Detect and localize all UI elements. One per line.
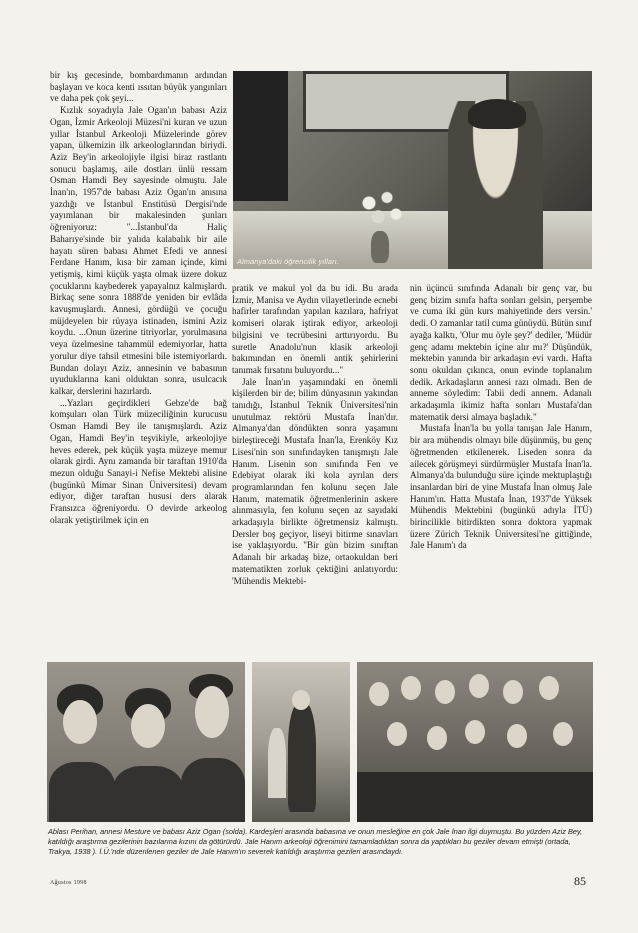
article-column-1 [50, 70, 227, 526]
person-face [435, 680, 455, 704]
vase [371, 231, 389, 263]
person-body [113, 766, 183, 822]
window-frame [233, 71, 288, 201]
university-trip-group-photo [357, 662, 593, 822]
person-face [507, 724, 527, 748]
person-face [401, 676, 421, 700]
paragraph: Mustafa İnan'la bu yolla tanışan Jale Hanım, bir ara mühendis olmayı bile düşünmüş, bu genç öğretmenden etkilenerek. Liseden sonra da ailecek görüşmeyi sürdürmüşler Mustafa İnan'la. Almanya'da bulunduğu süre içinde mektuplaştığı insanlardan biri de yine Mustafa İnan olmuş Jale Hanım'ın. Hatta Mustafa İnan, 1937'de Yüksek Mühendis Mektebini (bugünkü adıyla İTÜ) birincilikle bitirdikten sonra doktora yapmak üzere Zürich Teknik Üniversitesi'ne gittiğinde, Jale Hanım'ı da [410, 423, 592, 551]
person-face [427, 726, 447, 750]
paragraph: Jale İnan'ın yaşamındaki en önemli kişilerden bir de; bilim dünyasının yakından tanıdığı, İstanbul Teknik Üniversitesi'nin unutulmaz rektörü Mustafa İnan'dır. Almanya'dan döndükten sonra yaşamını birleştireceği Mustafa İnan'la, Erenköy Kız Lisesi'nin son sınıfındayken tanışmıştı Jale Hanım. Lisenin son sınıfında Fen ve Edebiyat olarak iki kola ayrılan ders programlarından fen kolunu seçen Jale Hanım, matematik öğretmenlerinin askere alınmasıyla, fen kolunu seçen az sayıdaki arkadaşıyla birlikte öğretmensiz kalmıştı. Dersler boş geçiyor, liseyi bitirme sınavları ise yaklaşıyordu. "Bir gün bizim sınıftan Adanalı bir arkadaş bize, ortaokuldan beri matematikten zorluk çektiğini anlatıyordu: 'Mühendis Mektebi- [232, 376, 398, 586]
paragraph: ...Yazları geçirdikleri Gebze'de bağ komşuları olan Türk müzeciliğinin kurucusu Osman Hamdi Bey ile tanışmışlardı. Aziz Ogan, Hamdi Bey'in teşvikiyle, arkeolojiye heves ederek, pek küçük yaşta müzeye memur olarak girdi. Aynı zamanda bir taraftan 1910'da mezun olduğu Sanayi-i Nefise Mektebi alisine (bugünkü Mimar Sinan Üniversitesi) devam ediyor, diğer taraftan hususi ders alarak Fransızca öğreniyordu. O devirde arkeolog olarak yetiştirilmek için en [50, 397, 227, 525]
photo-caption: Ablası Perihan, annesi Mesture ve babası Aziz Ogan (solda). Kardeşleri arasında babasına ve onun mesleğine en çok Jale İnan ilgi duymuştu. Bu yüzden Aziz Bey, katıldığı araştırma gezilerinin bazılarına kızını da götürürdü. Jale Hanım arkeoloji öğrenimini tamamladıktan sonra da yaptıkları bu geziler devam etmişti (ortada, Trakya, 1938 ). İ.Ü.'nde düzenlenen geziler de Jale Hanım'ın severek katıldığı araştırma gezileri arasındaydı. [48, 827, 583, 856]
person-face [553, 722, 573, 746]
person-body [288, 702, 316, 812]
page-number: 85 [574, 874, 586, 888]
headscarf [468, 99, 526, 129]
person-body [49, 762, 115, 822]
family-portrait-photo [47, 662, 245, 822]
person-face [369, 682, 389, 706]
person-body [268, 728, 286, 798]
person-face [469, 674, 489, 698]
paragraph: nin üçüncü sınıfında Adanalı bir genç var, bu genç bizim sınıfa hafta sonları gelsin, perşembe ve cuma iki gün kurs mahiyetinde ders versin.' dedi. O zamanlar tatil cuma günüydü. Bütün sınıf ayağa kalktı, 'Olur mu öyle şey?' dediler, 'Müdür genç adamı mektebin içine alır mı?' Düşündük, mektebin yanında bir arkadaşın evi vardı. Hafta sonu okuldan çıkınca, onun evinde toplanalım dedik. Arkadaşların annesi razı olmadı. Ben de anneme söyledim: Tabii dedi annem. Adanalı arkadaşımla ikimiz hafta sonları Mustafa'dan matematik dersi almaya başladık." [410, 283, 592, 422]
article-column-2 [232, 283, 398, 587]
flower-bouquet [351, 181, 411, 236]
trakya-trip-photo [252, 662, 350, 822]
person-face [292, 690, 310, 710]
top-photo-caption: Almanya'daki öğrencilik yılları. [237, 257, 339, 266]
person-face [195, 686, 229, 738]
top-photo [233, 71, 592, 269]
person-face [131, 704, 165, 748]
person-face [465, 720, 485, 744]
person-face [63, 700, 97, 744]
issue-date: Ağustos 1998 [50, 880, 87, 886]
paragraph: Kızlık soyadıyla Jale Ogan'ın babası Aziz Ogan, İzmir Arkeoloji Müzesi'ni kuran ve uzun yıllar İstanbul Arkeoloji Müzelerinde görev yapan, ülkemizin ilk arkeologlarından biriydi. Aziz Bey'in arkeolojiyle ilgisi biraz rastlantı sonucu başlamış, aile dostları ünlü ressam Osman Hamdi Bey sayesinde olmuştu. Jale İnan'ın, 1957'de babası Aziz Ogan'ın anısına yazdığı ve İstanbul Enstitüsü Dergisi'nde yayımlanan bir makalesinden şunları öğreniyoruz: "...İstanbul'da Haliç Baharıye'sinde bir yalıda kalabalık bir aile hayatı süren babası Ahmet Efedi ve annesi Ferdane Hanım, kısa bir zaman içinde, kimi yetişmiş, kimi küçük yaşta olmak üzere dokuz çocuklarını kaybederek yapayalnız kalmışlardı. Birkaç sene sonra 1888'de yeniden bir evlâda kavuşmuşlardı. Annesi, gördüğü ve çocuğu müjdeyelen bir rüyaya istinaden, ismini Aziz koydu. ...Onun üzerine titriyorlar, yorulmasına veya üzelmesine tahammül edemiyorlar, hatta yorulur diye tahsil etmesini bile istemiyorlardı. Bundan dolayı Aziz, annesinin ve babasının uyuduklarına kani olduktan sonra, usulcacık kalkar, derslerini hazırlardı. [50, 105, 227, 396]
group-foreground [357, 772, 593, 822]
paragraph: bir kış gecesinde, bombardımanın ardından başlayan ve koca kenti ıssıtan büyük yangınları ve daha pek çok şeyi... [50, 70, 227, 104]
paragraph: pratik ve makul yol da bu idi. Bu arada İzmir, Manisa ve Aydın vilayetlerinde ecnebi hafirler tarafından yapılan kazılara, hafriyat komiseri olarak iştirak ediyor, arkeoloji bilgisini ve tecrübesini arttırıyordu. Bu suretle Anadolu'nun klasik arkeoloji bakımından en önemli antik şehirlerini tanımak fırsatını buluyordu..." [232, 283, 398, 375]
person-face [387, 722, 407, 746]
person-face [539, 676, 559, 700]
article-column-3 [410, 283, 592, 552]
person-face [503, 680, 523, 704]
person-body [181, 758, 245, 822]
